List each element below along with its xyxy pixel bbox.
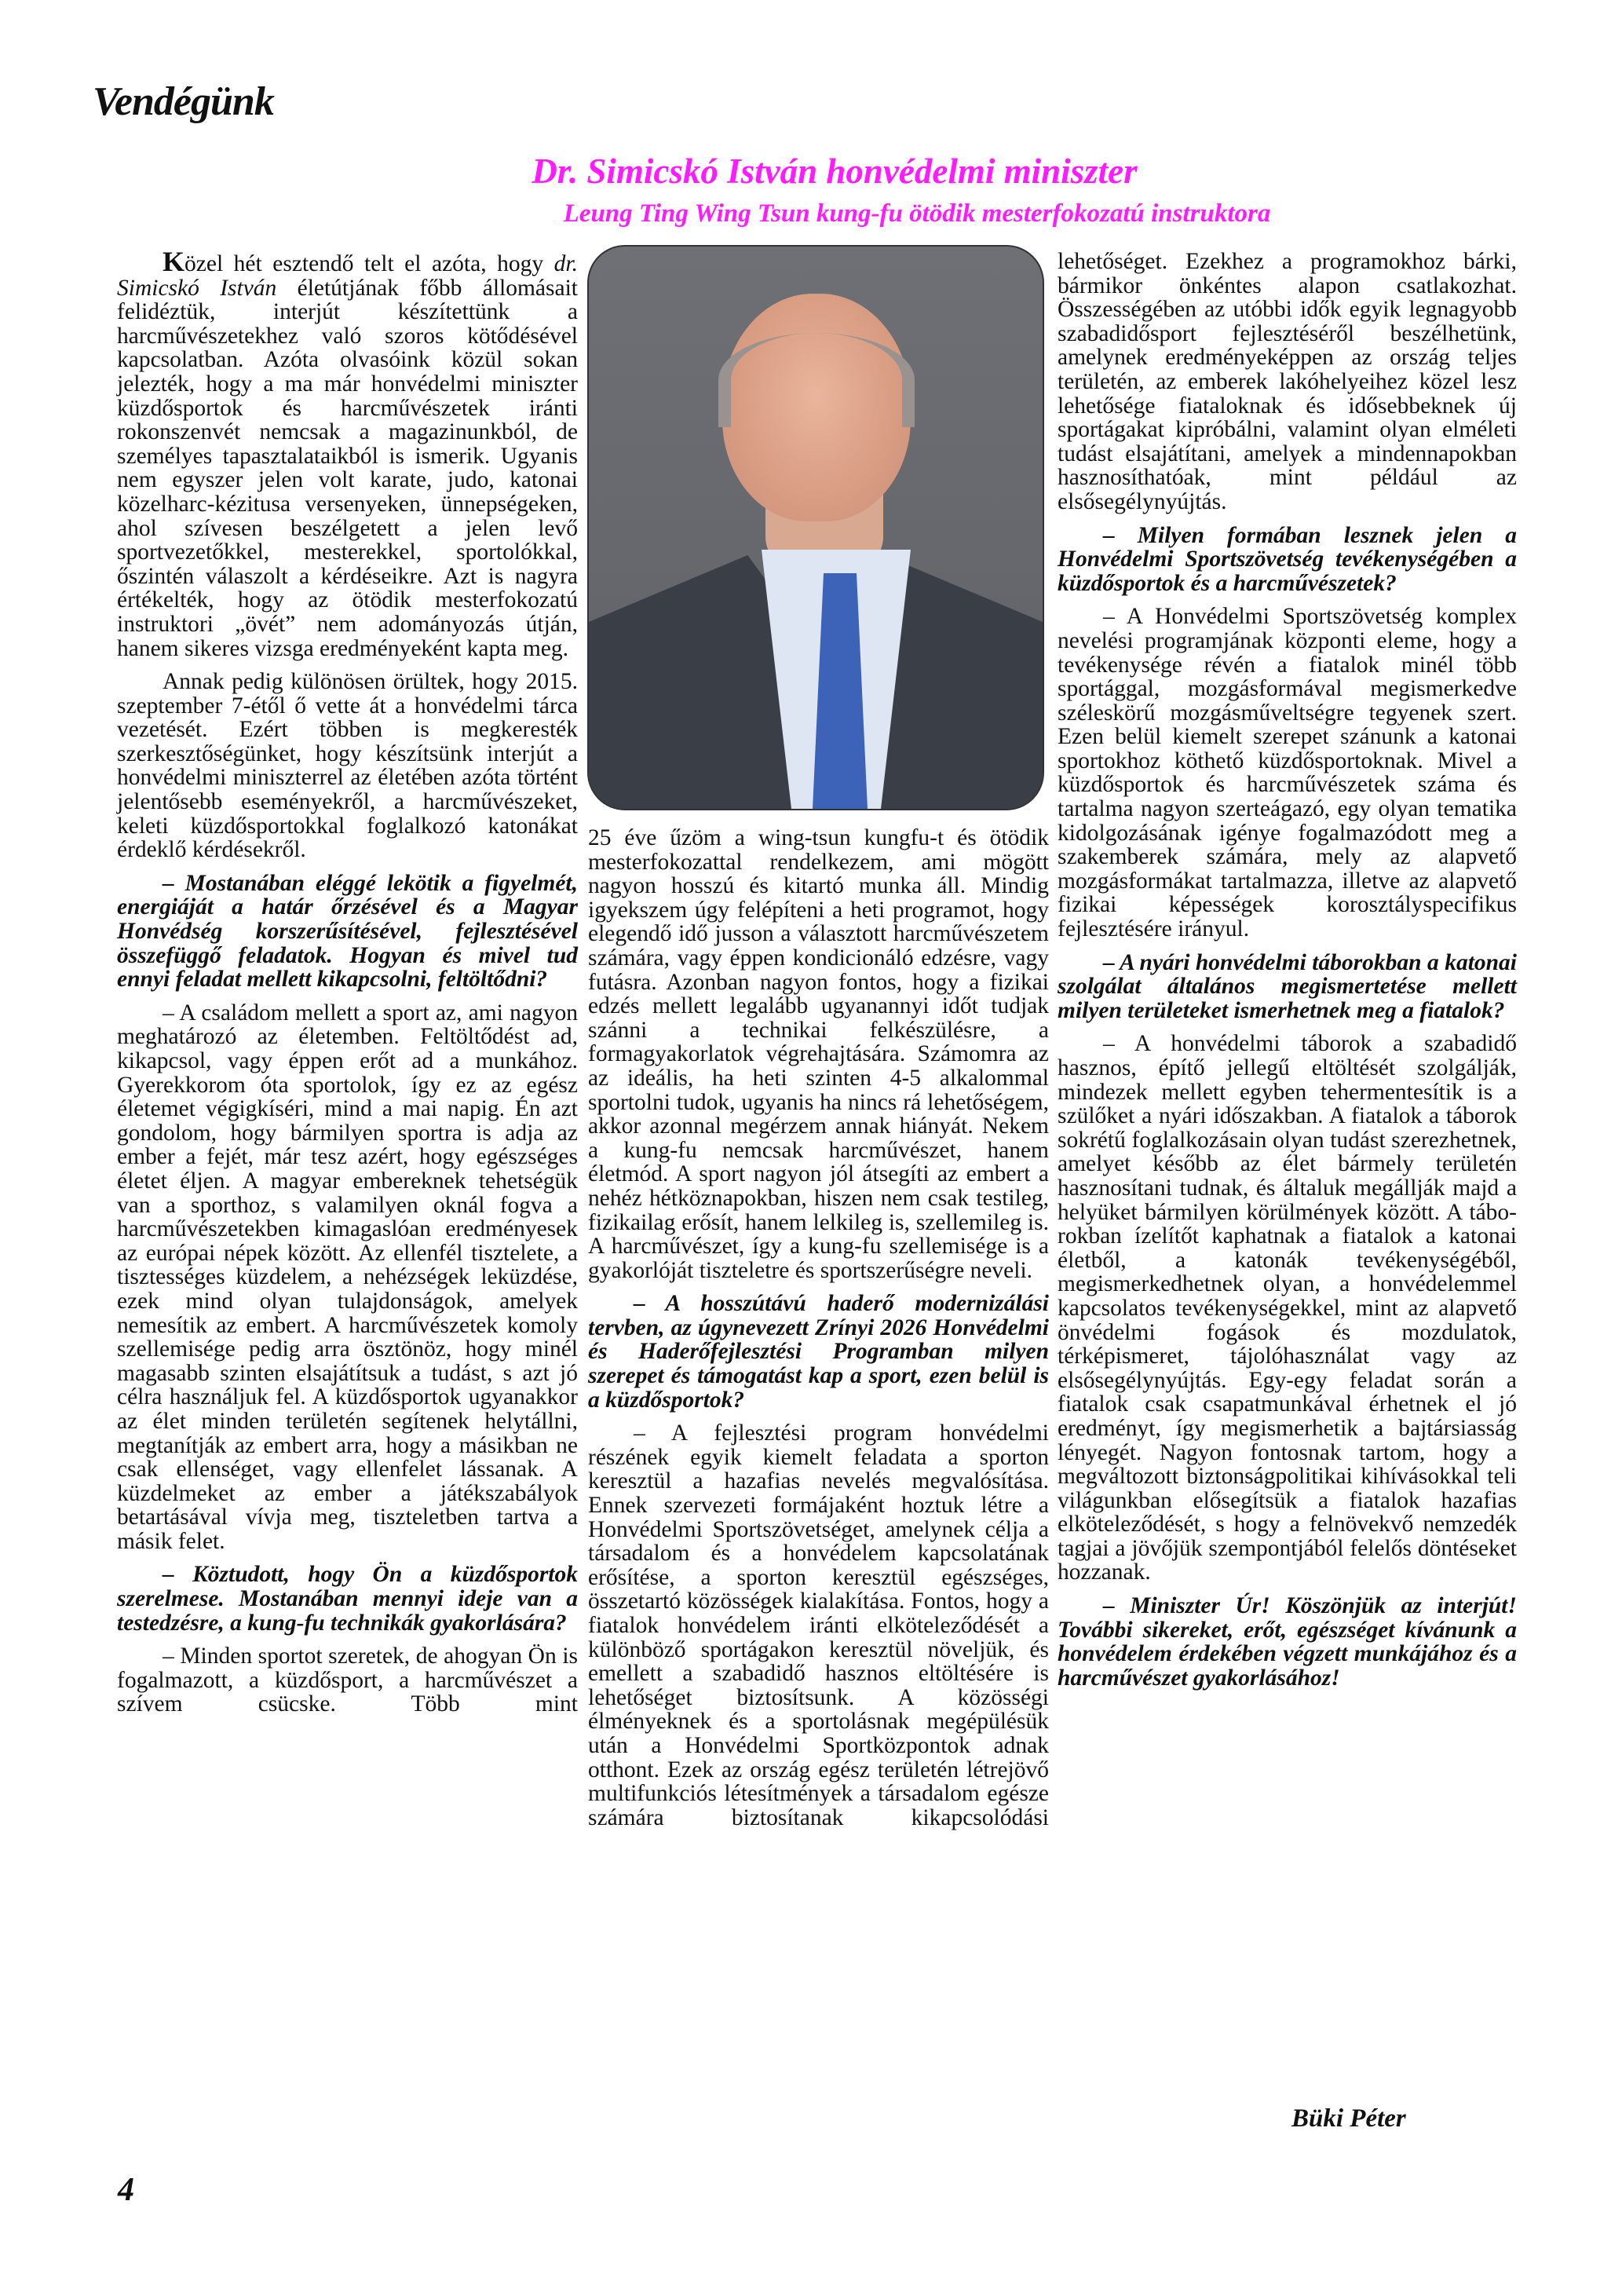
question-2: – Köztudott, hogy Ön a küzdősportok szerelmese. Mostanában mennyi ideje van a testedzésre, a kung-fu technikák gyakorlására?: [117, 1562, 578, 1636]
article-subtitle: Leung Ting Wing Tsun kung-fu ötödik mesterfokozatú instruktora: [563, 199, 1271, 228]
intro-paragraph-1: [117, 246, 578, 661]
answer-1: – A családom mellett a sport az, ami nagyon meghatározó az életemben. Feltöltődést ad, kikapcsol, vagy éppen erőt ad a munkához. Gyerekkorom óta sportolok, így ez az egész életemet végigkíséri, mind a mai napig. Én azt gondolom, hogy bármilyen sportra is adja az ember a fejét, már tesz azért, hogy egészséges életet éljen. A magyar embereknek tehetségük van a sporthoz, s valamilyen oknál fogva a harcművészetekben kimagaslóan eredményesek az európai népek között. Az ellenfél tisztelete, a tisztességes küzdelem, a nehézségek leküzdése, ezek mind olyan tulajdonságok, amelyek nemesítik az embert. A harcművészetek komoly szellemisége pedig arra ösztönöz, hogy minél magasabb szinten elsajátítsuk a tudást, s azt jó célra használjuk fel. A küzdősportok ugyanakkor az élet minden területén segítenek helytállni, megtanítják az embert arra, hogy a másikban ne csak ellenséget, vagy ellenfelet lássanak. A küzdelmeket az ember a játékszabályok betartásával vívja meg, tiszteletben tartva a másik felet.: [117, 1000, 578, 1554]
author-signature: Büki Péter: [1291, 2104, 1406, 2133]
photo-hair: [718, 333, 915, 427]
drop-cap: K: [163, 246, 185, 277]
answer-4: – A Honvédelmi Sportszövetség komplex nevelési programjának központi eleme, hogy a tevékenysége révén a fiatalok minél több sportággal, mozgásformával megismerkedve széleskörű mozgásműveltségre tegyenek szert. Ezen belül kiemelt szerepet szánunk a katonai sportokhoz köthető küzdősportoknak. Mivel a küzdősportok és harcművészetek száma és tartalma nagyon szerteágazó, egy olyan tematika kidolgozásának igénye fogalmazódott meg a szakemberek számára, mely az alapvető mozgásformákat tartalmazza, illetve az alapvető fizikai képességek korosztályspecifikus fejlesztésére irányul.: [1058, 604, 1517, 942]
portrait-photo: [587, 245, 1044, 810]
intro-text: özel hét esztendő telt el azóta, hogy: [184, 251, 554, 276]
intro-text: életútjának főbb állomásait felidéztük, interjút készítettünk a harcművészetekhez való szoros kötődésével kapcsolatban. Azóta olvasóink közül sokan jelezték, hogy a ma már honvédelmi miniszter küzdősportok és harcművészetek iránti rokonszenvét nemcsak a magazinunkból, de személyes tapasztalataikból is ismerik. Ugyanis nem egyszer jelen volt karate, judo, katonai közelharc-kézitusa versenyeken, ünnepségeken, ahol szívesen beszélgetett a jelen levő sportvezetőkkel, mesterekkel, sportolókkal, őszintén válaszolt a kérdéseikre. Azt is nagyra értékelték, hogy az ötödik mesterfokozatú instruktori „övét” nem adományozás útján, hanem sikeres vizsga eredményeként kapta meg.: [117, 275, 578, 661]
interviewee-name: dr. Simicskó István: [117, 251, 578, 301]
question-5: – A nyári honvédelmi táborokban a katonai szolgálat általános megismertetése mellett milyen területeket ismerhetnek meg a fiatalok?: [1058, 949, 1517, 1023]
column-2: [588, 826, 1049, 1839]
answer-3: – A fejlesztési program honvédelmi részének egyik kiemelt feladata a sporton keresztül a hazafias nevelés megvalósítása. Ennek szervezeti formájaként hoztuk létre a Honvédelmi Sportszövetséget, amelynek célja a társadalom és a honvédelem kapcsolatának erősítése, a sporton keresztül egészséges, összetartó közösségek kialakítása. Fontos, hogy a fiatalok honvédelem iránti elköteleződését a különböző sportágakon keresztül növeljük, és emellett a szabadidő hasznos eltöltésére is lehetőséget biztosítsunk. A közösségi élményeknek és a sportolásnak megépülésük után a Honvédelmi Sportközpontok adnak otthont. Ezek az ország egész területén létrejövő multifunkciós létesítmények a társadalom egésze számára biztosítanak kikapcsolódási: [588, 1420, 1049, 1830]
article-title: Dr. Simicskó István honvédelmi miniszter: [532, 152, 1138, 191]
question-1: – Mostanában eléggé lekötik a figyelmét, energiáját a határ őrzésével és a Magyar Honvédség korszerűsítésével, fejlesztésével összefüggő feladatok. Hogyan és mivel tud ennyi feladat mellett kikapcsolni, feltöltődni?: [117, 870, 578, 993]
question-4: – Milyen formában lesznek jelen a Honvédelmi Sportszövetség tevékenységében a küzdősportok és a harcművészetek?: [1058, 522, 1517, 596]
answer-2: – Minden sportot szeretek, de ahogyan Ön is fogalmazott, a küzdősport, a harcművészet a szívem csücske. Több mint: [117, 1643, 578, 1717]
question-3: – A hosszútávú haderő modernizálási tervben, az úgynevezett Zrínyi 2026 Honvédelmi és Haderőfejlesztési Programban milyen szerepet és támogatást kap a sport, ezen belül is a küzdősportok?: [588, 1291, 1049, 1413]
page-number: 4: [118, 2172, 134, 2208]
answer-3-continued: lehetőséget. Ezekhez a programokhoz bárki, bármikor önkéntes alapon csatlakozhat. Összességében az utóbbi idők egyik legnagyobb szabadidősport fejlesztéséről beszélhetünk, amelynek eredményeképpen az ország teljes területén, az emberek lakóhelyeihez közel lesz lehetősége fiataloknak és idősebbeknek új sportágakat kipróbálni, valamint olyan elméleti tudást elsajátítani, amelyek a mindennapokban hasznosíthatóak, mint például az elsősegélynyújtás.: [1058, 249, 1517, 514]
answer-5: – A honvédelmi táborok a szabadidő hasznos, építő jellegű eltöltését szolgálják, mindezek mellett egyben tehermentesítik is a szülőket a nyári időszakban. A fiatalok a táborok sokrétű foglalkozásain olyan tudást szerezhetnek, amelyet később az élet bármely területén hasznosítani tudnak, és általuk megállják majd a helyüket bármilyen körülmények között. A táborokban ízelítőt kaphatnak a fiatalok a katonai életből, a katonák tevékenységéből, megismerkedhetnek olyan, a honvédelemmel kapcsolatos tevékenységekkel, mint az alapvető önvédelmi fogások és mozdulatok, térképismeret, tájolóhasználat vagy az elsősegélynyújtás. Egy-egy feladat során a fiatalok csak csapatmunkával érhetnek el jó eredményt, így megismerhetik a bajtársiasság lényegét. Nagyon fontosnak tartom, hogy a megváltozott biztonságpolitikai kihívásokkal teli világunkban elősegítsük a fiatalok hazafias elköteleződését, s hogy a felnövekvő nemzedék tagjai a jövőjük szempontjából felelős döntéseket hozzanak.: [1058, 1031, 1517, 1585]
intro-paragraph-2: Annak pedig különösen örültek, hogy 2015. szeptember 7-étől ő vette át a honvédelmi tárca vezetését. Ezért többen is megkeresték szerkesztőségünket, hogy készítsünk interjút a honvédelmi miniszterrel az életében azóta történt jelentősebb eseményekről, a harcművészeket, keleti küzdősportokkal foglalkozó katonákat érdeklő kérdésekről.: [117, 669, 578, 863]
closing-remark: – Miniszter Úr! Köszönjük az interjút! További sikereket, erőt, egészséget kívánunk a honvédelem érdekében végzett munkájához és a harcművészet gyakorlásához!: [1058, 1593, 1517, 1691]
column-1: [117, 246, 578, 1726]
answer-2-continued: 25 éve űzöm a wing-tsun kungfu-t és ötödik mesterfokozattal rendelkezem, ami mögött nagyon hosszú és kitartó munka áll. Mindig igyekszem úgy felépíteni a heti programot, hogy elegendő idő jusson a választott harcművészetem számára, vagy éppen kondicionáló edzésre, vagy futásra. Azonban nagyon fontos, hogy a fizikai edzés mellett legalább ugyanannyi időt tudjak szánni a technikai felkészülésre, a formagyakorlatok végrehajtására. Számomra az az ideális, ha heti szinten 4-5 alkalommal sportolni tudok, ugyanis ha nincs rá lehetőségem, akkor azonnal megérzem annak hiányát. Nekem a kung-fu nemcsak harcművészet, hanem életmód. A sport nagyon jól átsegíti az embert a nehéz hétköznapokban, hiszen nem csak testileg, fizikailag erősít, hanem lelkileg is, szellemileg is. A harcművészet, így a kung-fu szellemisége is a gyakorlóját tiszteletre és sportszerűségre neveli.: [588, 825, 1049, 1283]
column-3: [1058, 250, 1517, 1699]
section-label: Vendégünk: [93, 79, 274, 124]
